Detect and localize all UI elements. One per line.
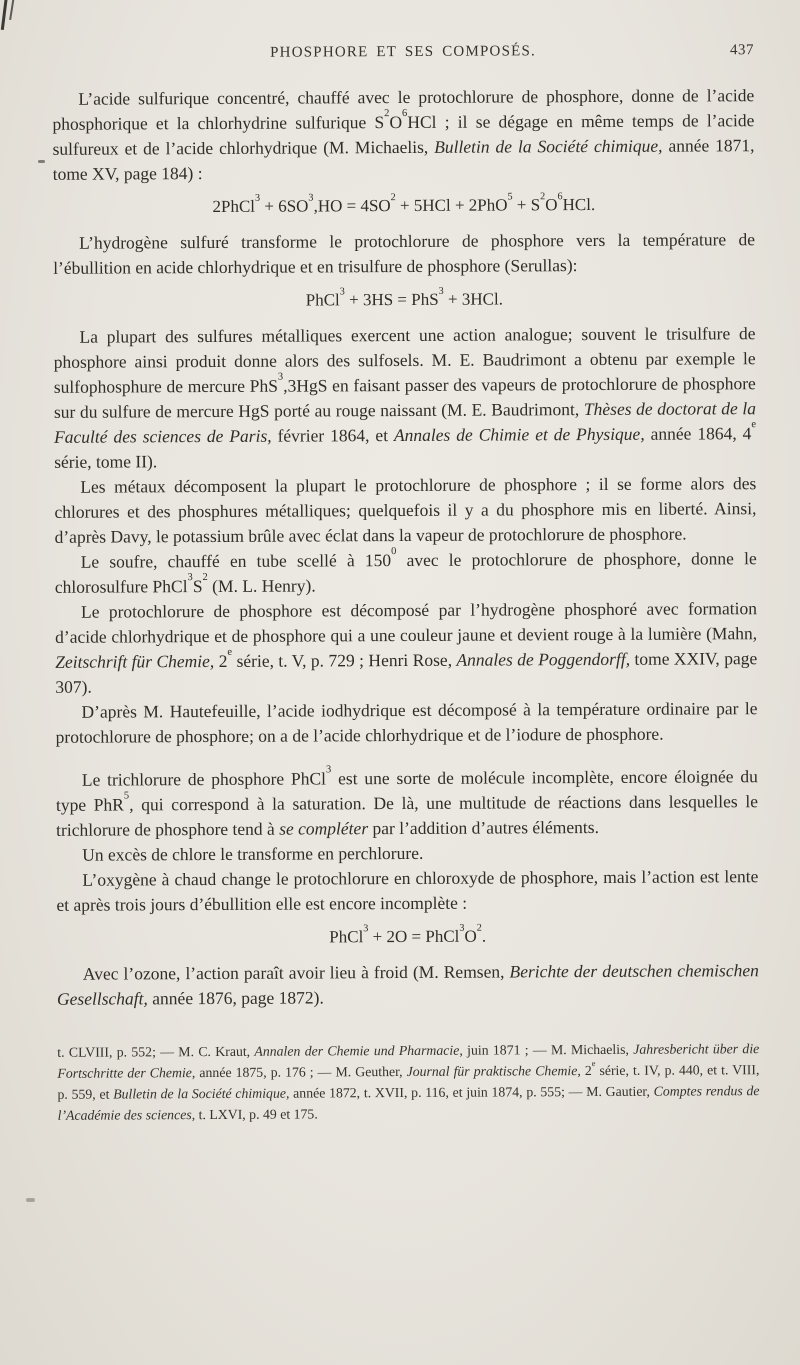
scan-artifact — [1, 0, 8, 30]
running-head: PHOSPHORE ET SES COMPOSÉS. — [270, 43, 536, 61]
chemical-equation: 2PhCl$^3$ + $6SO^3,HO = 4SO^2 + 5HCl + 2PhO^5 + S^2O^6HCl$. — [212, 190, 596, 216]
paragraph: La plupart des sulfures métalliques exercent une action analogue; souvent le trisulfure de phosphore ainsi produit donne alors des sulfosels. M. E. Baudrimont a obtenu par exemple le sulfophosphure de mercure PhS$^3$,3HgS en faisant passer des vapeurs de protochlorure de phosphore sur du sulfure de mercure HgS porté au rouge naissant (M. E. Baudrimont, Thèses de doctorat de la Faculté des sciences de Paris, février 1864, et Annales de Chimie et de Physique, année 1864, 4e série, tome II). — [53, 323, 757, 472]
page-header — [52, 42, 754, 63]
page-body — [52, 83, 759, 1012]
paragraph: Les métaux décomposent la plupart le protochlorure de phosphore ; il se forme alors des chlorures et des phosphures métalliques; quelquefois il y a du phosphore mis en liberté. Ainsi, d’après Davy, le potassium brûle avec éclat dans la vapeur de protochlorure de phosphore. — [54, 473, 757, 547]
paragraph: L’hydrogène sulfuré transforme le protochlorure de phosphore vers la température de l’ébullition en acide chlorhydrique et en trisulfure de phosphore (Serullas): — [53, 229, 756, 278]
paragraph: D’après M. Hautefeuille, l’acide iodhydrique est décomposé à la température ordinaire par le protochlorure de phosphore; on a de l’acide chlorhydrique et de l’iodure de phosphore. — [55, 698, 758, 747]
page-content — [52, 42, 760, 1126]
chemical-equation: PhCl$^3$ + 3HS = PhS$^3$ + 3HCl. — [305, 285, 503, 310]
scan-artifact — [26, 1198, 35, 1202]
footnote: t. CLVIII, p. 552; — M. C. Kraut, Annalen der Chemie und Pharmacie, juin 1871 ; — M. Michaelis, Jahresbericht über die Fortschritte der Chemie, année 1875, p. 176 ; — M. Geuther, Journal für praktische Chemie, 2e série, t. IV, p. 440, et t. VIII, p. 559, et Bulletin de la Société chimique, année 1872, t. XVII, p. 116, et juin 1874, p. 555; — M. Gautier, Comptes rendus de l’Académie des sciences, t. LXVI, p. 49 et 175. — [57, 1041, 760, 1123]
paragraph: Le protochlorure de phosphore est décomposé par l’hydrogène phosphoré avec formation d’acide chlorhydrique et de phosphore qui a une couleur jaune et devient rouge à la lumière (Mahn, Zeitschrift für Chemie, 2e série, t. V, p. 729 ; Henri Rose, Annales de Poggendorff, tome XXIV, page 307). — [55, 598, 758, 697]
scan-artifact — [38, 160, 45, 163]
paragraph: L’acide sulfurique concentré, chauffé avec le protochlorure de phosphore, donne de l’acide phosphorique et la chlorhydrine sulfurique $S^2O^6HCl$ ; il se dégage en même temps de l’acide sulfureux et de l’acide chlorhydrique (M. Michaelis, Bulletin de la Société chimique, année 1871, tome XV, page 184) : — [52, 85, 755, 184]
paragraph: Un excès de chlore le transforme en perchlorure. — [82, 842, 424, 865]
paragraph: Avec l’ozone, l’action paraît avoir lieu à froid (M. Remsen, Berichte der deutschen chemischen Gesellschaft, année 1876, page 1872). — [56, 960, 759, 1009]
paragraph: Le trichlorure de phosphore PhCl$^3$ est une sorte de molécule incomplète, encore éloignée du type PhR$^5$, qui correspond à la saturation. De là, une multitude de réactions dans lesquelles le trichlorure de phosphore tend à se compléter par l’addition d’autres éléments. — [55, 764, 759, 840]
paragraph: Le soufre, chauffé en tube scellé à $150^0$ avec le protochlorure de phosphore, donne le chlorosulfure $PhCl^3S^2$ (M. L. Henry). — [54, 546, 757, 597]
chemical-equation: PhCl$^3$ + $2O = PhCl^3O^2$. — [329, 922, 487, 947]
paragraph: L’oxygène à chaud change le protochlorure en chloroxyde de phosphore, mais l’action est lente et après trois jours d’ébullition elle est encore incomplète : — [56, 866, 759, 915]
page-number: 437 — [729, 42, 755, 59]
scan-artifact — [9, 0, 15, 20]
